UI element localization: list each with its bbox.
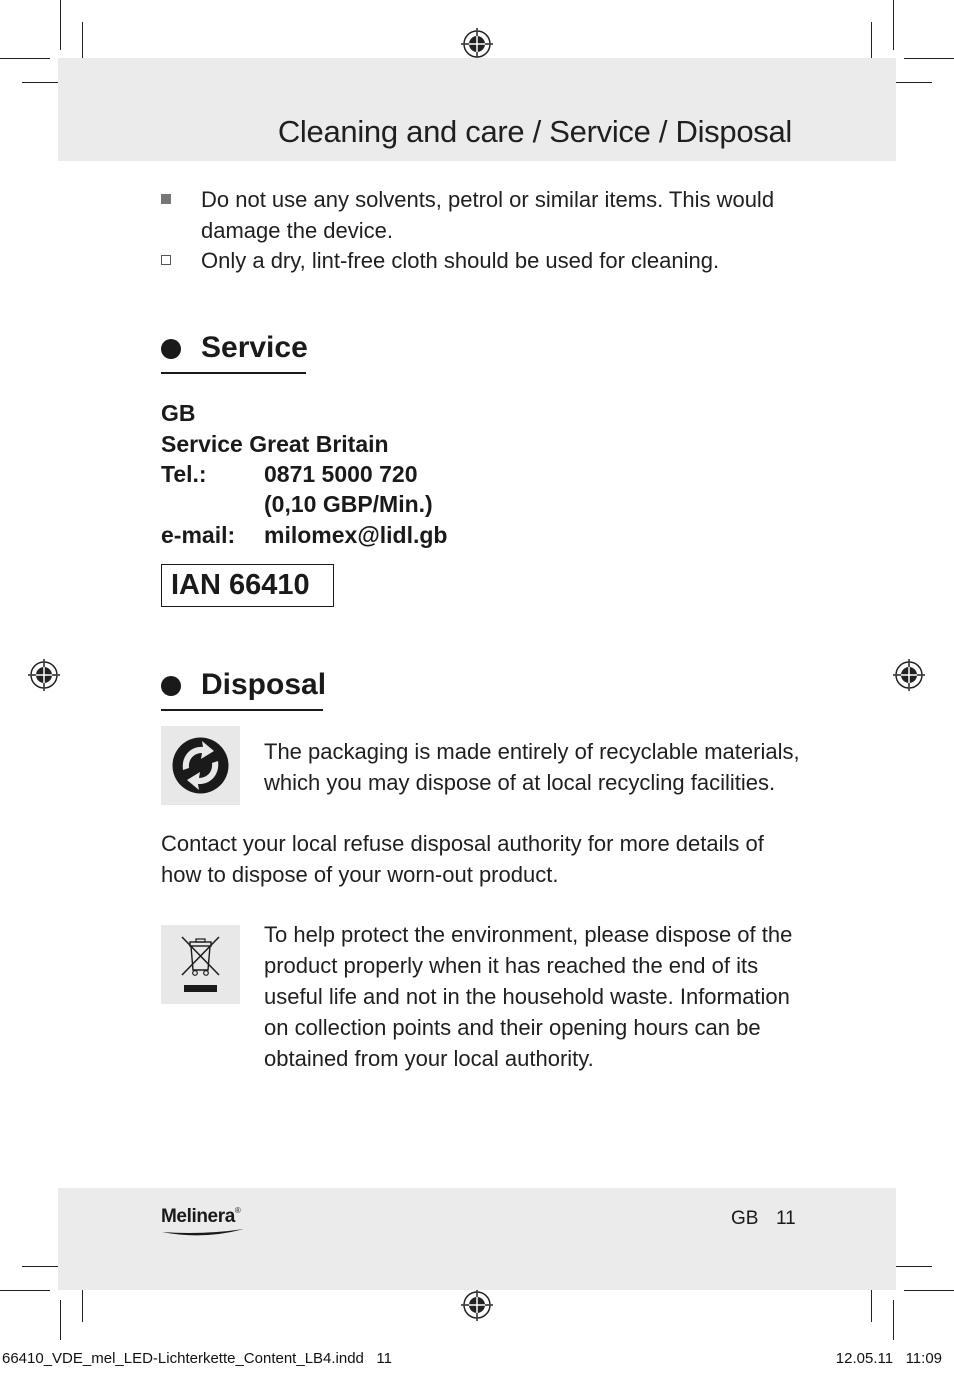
crop-mark: [893, 1300, 894, 1340]
list-item: [161, 184, 801, 246]
registration-mark-icon: [893, 659, 925, 691]
green-dot-recycling-icon: [161, 726, 240, 805]
service-email: [161, 520, 481, 551]
crop-mark: [871, 1290, 872, 1322]
crop-mark: [82, 1290, 83, 1322]
crop-mark: [904, 58, 954, 59]
recycling-icon-box: [161, 726, 240, 805]
crop-mark: [893, 0, 894, 50]
service-heading-label: Service: [201, 331, 308, 364]
brand-logo: [161, 1206, 261, 1240]
service-country: GB: [161, 400, 196, 426]
footer-language: GB: [731, 1208, 759, 1229]
disposal-heading: [161, 665, 327, 711]
print-date-time: 12.05.11 11:09: [835, 1350, 942, 1367]
footer-page-number: 11: [776, 1208, 796, 1229]
environment-text: To help protect the environment, please dispose of the product properly when it has reached the end of its useful life and not in the household waste. Information on collection points and their opening hours can be obtained from your local authority.: [264, 922, 793, 1071]
packaging-text: The packaging is made entirely of recyclable materials, which you may dispose of at local recycling facilities.: [264, 739, 800, 795]
bullet-text: Only a dry, lint-free cloth should be used for cleaning.: [201, 248, 720, 273]
brand-registered-mark: ®: [234, 1206, 241, 1215]
tel-label: Tel.:: [161, 461, 207, 487]
registration-mark-icon: [28, 659, 60, 691]
crop-mark: [0, 1290, 50, 1291]
weee-icon-box: [161, 925, 240, 1004]
heading-bullet-icon: [161, 676, 181, 696]
service-tel: [161, 459, 481, 490]
print-file-name: 66410_VDE_mel_LED-Lichterkette_Content_LB4.indd 11: [2, 1350, 392, 1367]
crossed-out-bin-icon: [161, 925, 240, 1004]
checkbox-bullet-icon: [161, 255, 171, 265]
tel-rate: (0,10 GBP/Min.): [264, 491, 433, 517]
brand-swoosh-icon: [161, 1228, 245, 1238]
crop-mark: [22, 1266, 62, 1267]
list-item: [161, 245, 801, 276]
service-heading: [161, 328, 306, 374]
crop-mark: [871, 22, 872, 62]
crop-mark: [892, 1266, 932, 1267]
ian-box: [161, 564, 334, 607]
tel-value: 0871 5000 720: [264, 461, 418, 487]
crop-mark: [60, 1300, 61, 1340]
crop-mark: [904, 1290, 954, 1291]
crop-mark: [22, 82, 62, 83]
registration-mark-icon: [461, 28, 493, 60]
email-value: milomex@lidl.gb: [264, 522, 448, 548]
service-name: Service Great Britain: [161, 431, 389, 457]
registration-mark-icon: [461, 1289, 493, 1321]
ian-number: IAN 66410: [171, 569, 310, 601]
crop-mark: [0, 58, 50, 59]
email-label: e-mail:: [161, 522, 236, 548]
crop-mark: [60, 0, 61, 50]
crop-mark: [892, 82, 932, 83]
contact-authority-text: Contact your local refuse disposal authority for more details of how to dispose of your worn-out product.: [161, 831, 764, 887]
brand-name: Melinera: [161, 1206, 235, 1227]
bullet-text: Do not use any solvents, petrol or similar items. This would damage the device.: [201, 187, 775, 243]
heading-bullet-icon: [161, 339, 181, 359]
square-bullet-icon: [161, 194, 171, 204]
page-title: Cleaning and care / Service / Disposal: [277, 114, 792, 149]
crop-mark: [82, 22, 83, 62]
disposal-heading-label: Disposal: [201, 668, 327, 701]
